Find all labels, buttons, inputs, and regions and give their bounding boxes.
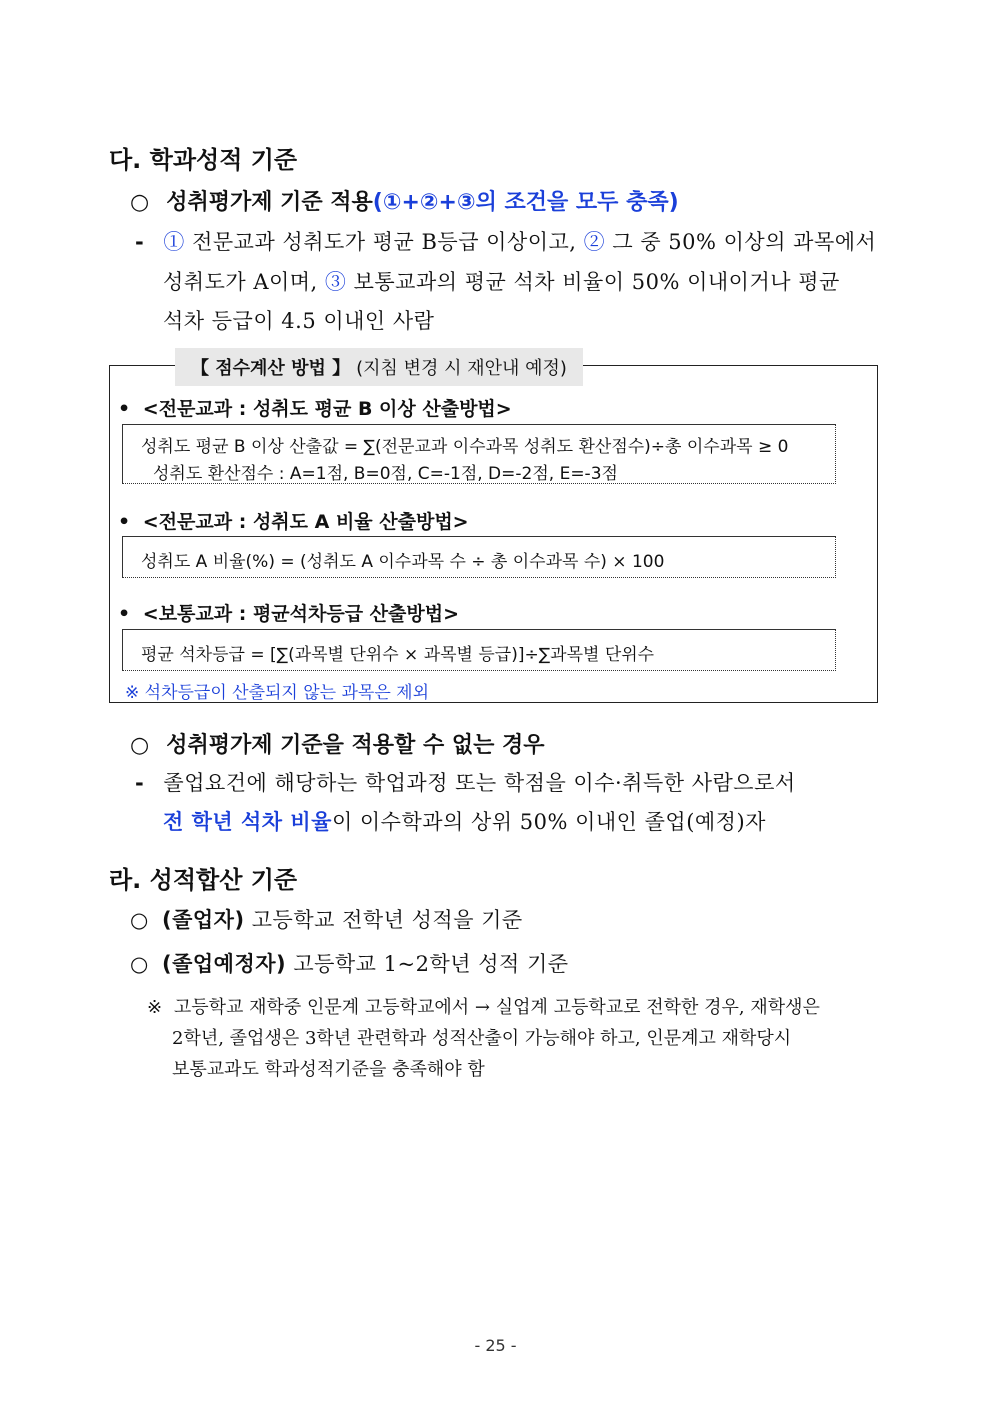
item1-line2-text-a: 성취도가 A이며, xyxy=(163,270,318,294)
calc-box-note: ※ 석차등급이 산출되지 않는 과목은 제외 xyxy=(125,683,430,703)
item1-title-condition: (①+②+③의 조건을 모두 충족) xyxy=(372,190,679,215)
item1-line1-text-b: 그 중 50% 이상의 과목에서 xyxy=(612,230,877,254)
circle-marker: ○ xyxy=(130,952,149,976)
calc-block3-heading-text: <보통교과 : 평균석차등급 산출방법> xyxy=(142,603,460,625)
item1-body-line1 xyxy=(135,226,891,256)
circled-number-2: ② xyxy=(583,230,606,254)
calc-box-title-main: 【 점수계산 방법 】 xyxy=(191,358,351,379)
calc-block2-formula: 성취도 A 비율(%) = (성취도 A 이수과목 수 ÷ 총 이수과목 수) × 100 xyxy=(141,552,665,572)
calc-block3-heading xyxy=(118,599,459,626)
item2-emphasis: 전 학년 석차 비율 xyxy=(163,810,332,834)
bullet-marker: • xyxy=(118,398,131,420)
calc-block1-heading-text: <전문교과 : 성취도 평균 B 이상 산출방법> xyxy=(142,398,512,420)
item1-title-line xyxy=(130,185,679,216)
calc-block2-heading xyxy=(118,507,469,534)
calc-block2-heading-text: <전문교과 : 성취도 A 비율 산출방법> xyxy=(142,511,469,533)
ra-note-line1-text: 고등학교 재학중 인문계 고등학교에서 → 실업계 고등학교로 전학한 경우, 재학생은 xyxy=(173,997,820,1018)
item1-line1-text-a: 전문교과 성취도가 평균 B등급 이상이고, xyxy=(192,230,577,254)
calc-box-title xyxy=(175,348,583,386)
ra-item1-label: (졸업자) xyxy=(162,908,245,932)
circle-marker: ○ xyxy=(130,190,150,215)
dash-marker: - xyxy=(135,230,145,254)
item2-title: 성취평가제 기준을 적용할 수 없는 경우 xyxy=(166,733,545,758)
calc-block1-heading xyxy=(118,394,512,421)
item2-line2-text: 이 이수학과의 상위 50% 이내인 졸업(예정)자 xyxy=(331,810,766,834)
item1-title: 성취평가제 기준 적용 xyxy=(166,190,373,215)
calc-block3-formula: 평균 석차등급 = [∑(과목별 단위수 × 과목별 등급)]÷∑과목별 단위수 xyxy=(141,645,655,665)
bullet-marker: • xyxy=(118,511,131,533)
item1-line2-text-b: 보통교과의 평균 석차 비율이 50% 이내이거나 평균 xyxy=(353,270,840,294)
ra-item1 xyxy=(130,904,523,934)
ra-item2-text: 고등학교 1~2학년 성적 기준 xyxy=(293,952,569,976)
item1-body-line2 xyxy=(163,266,840,296)
ra-note-line2: 2학년, 졸업생은 3학년 관련학과 성적산출이 가능해야 하고, 인문계고 재학당시 xyxy=(172,1028,792,1049)
item2-title-line xyxy=(130,728,545,759)
item2-line1-text: 졸업요건에 해당하는 학업과정 또는 학점을 이수·취득한 사람으로서 xyxy=(163,771,796,795)
calc-box-title-note: (지침 변경 시 재안내 예정) xyxy=(356,358,567,379)
circled-number-1: ① xyxy=(163,230,185,254)
calc-block1-formula: 성취도 평균 B 이상 산출값 = ∑(전문교과 이수과목 성취도 환산점수)÷총 이수과목 ≥ 0 xyxy=(141,437,789,457)
circled-number-3: ③ xyxy=(324,270,347,294)
section-ra-heading: 라. 성적합산 기준 xyxy=(109,866,298,894)
dash-marker: - xyxy=(135,771,145,795)
item1-body-line3: 석차 등급이 4.5 이내인 사람 xyxy=(163,309,435,333)
note-mark: ※ xyxy=(147,997,163,1018)
section-da-heading: 다. 학과성적 기준 xyxy=(109,146,298,174)
item2-body-line1 xyxy=(135,767,796,797)
ra-item2 xyxy=(130,948,569,978)
circle-marker: ○ xyxy=(130,733,150,758)
ra-note-line3: 보통교과도 학과성적기준을 충족해야 함 xyxy=(172,1059,485,1080)
item2-body-line2 xyxy=(163,806,766,836)
page-number: - 25 - xyxy=(474,1336,517,1355)
circle-marker: ○ xyxy=(130,908,149,932)
ra-note-line1 xyxy=(147,993,820,1019)
calc-block1-score-conversion: 성취도 환산점수 : A=1점, B=0점, C=-1점, D=-2점, E=-3점 xyxy=(153,464,618,484)
ra-item2-label: (졸업예정자) xyxy=(162,952,287,976)
ra-item1-text: 고등학교 전학년 성적을 기준 xyxy=(251,908,523,932)
bullet-marker: • xyxy=(118,603,131,625)
